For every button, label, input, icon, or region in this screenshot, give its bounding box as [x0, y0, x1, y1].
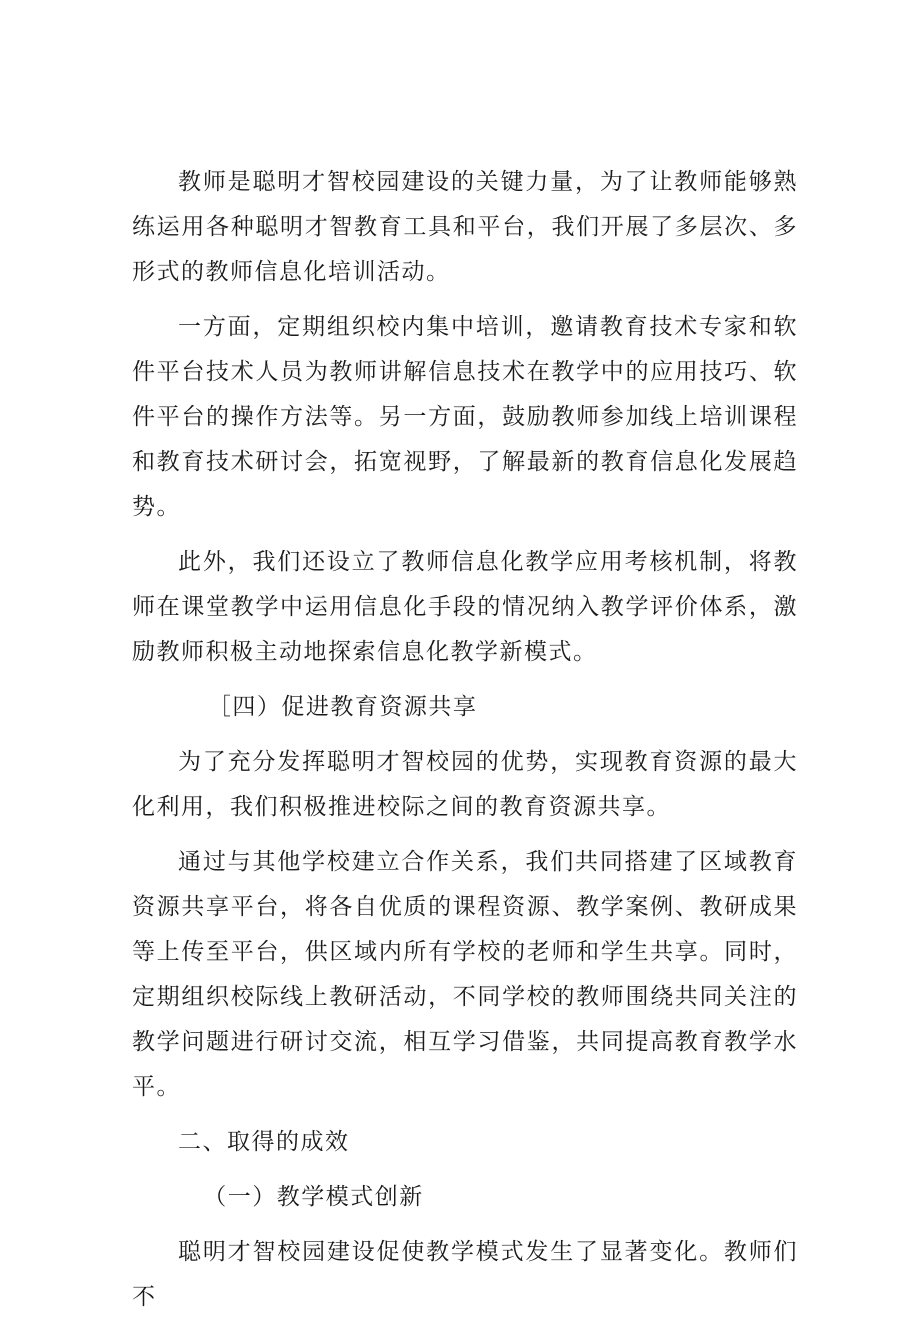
document-body	[132, 160, 798, 1330]
section-heading-achievements: 二、取得的成效	[178, 1129, 350, 1155]
paragraph-teacher-training-intro: 教师是聪明才智校园建设的关键力量，为了让教师能够熟练运用各种聪明才智教育工具和平台，我们开展了多层次、多形式的教师信息化培训活动。	[132, 169, 798, 285]
paragraph-teaching-mode-change: 聪明才智校园建设促使教学模式发生了显著变化。教师们不	[132, 1239, 798, 1310]
paragraph-resource-sharing-intro: 为了充分发挥聪明才智校园的优势，实现教育资源的最大化利用，我们积极推进校际之间的教育资源共享。	[132, 749, 798, 820]
section-heading-teaching-innovation: （一）教学模式创新	[203, 1184, 424, 1210]
paragraph-assessment-mechanism: 此外，我们还设立了教师信息化教学应用考核机制，将教师在课堂教学中运用信息化手段的情况纳入教学评价体系，激励教师积极主动地探索信息化教学新模式。	[132, 549, 798, 665]
section-heading-resource-sharing: ［四）促进教育资源共享	[207, 694, 478, 720]
paragraph-regional-platform: 通过与其他学校建立合作关系，我们共同搭建了区域教育资源共享平台，将各自优质的课程资源、教学案例、教研成果等上传至平台，供区域内所有学校的老师和学生共享。同时，定期组织校际线上教研活动，不同学校的教师围绕共同关注的教学问题进行研讨交流，相互学习借鉴，共同提高教育教学水平。	[132, 849, 798, 1100]
paragraph-training-methods: 一方面，定期组织校内集中培训，邀请教育技术专家和软件平台技术人员为教师讲解信息技术在教学中的应用技巧、软件平台的操作方法等。另一方面，鼓励教师参加线上培训课程和教育技术研讨会，拓宽视野，了解最新的教育信息化发展趋势。	[132, 314, 798, 520]
